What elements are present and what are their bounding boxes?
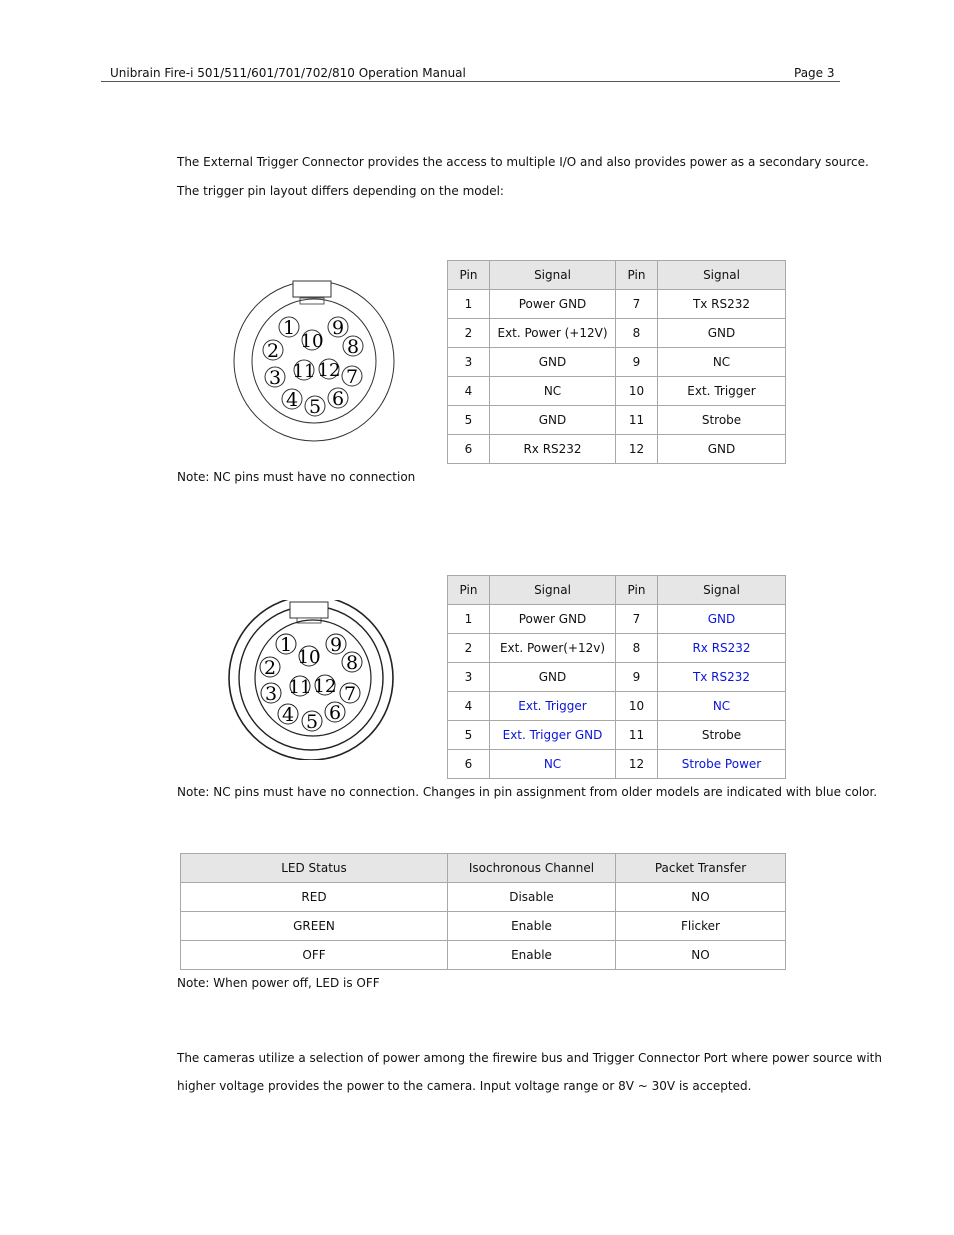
connector-1-pin-9 — [328, 317, 348, 339]
table-cell: 12 — [616, 750, 658, 779]
table-cell: 4 — [448, 692, 490, 721]
svg-text:7: 7 — [343, 683, 357, 705]
table-cell: Tx RS232 — [658, 290, 786, 319]
table-cell: GND — [490, 663, 616, 692]
connector-2-pin-8 — [342, 652, 362, 674]
power-line-2: higher voltage provides the power to the camera. Input voltage range or 8V ~ 30V is accepted. — [177, 1079, 752, 1093]
table-cell: NO — [616, 883, 786, 912]
table-cell: NO — [616, 941, 786, 970]
table-cell: Ext. Power(+12v) — [490, 634, 616, 663]
table-cell: GND — [490, 348, 616, 377]
table-cell: 1 — [448, 290, 490, 319]
table-row — [181, 912, 786, 941]
table-cell: 12 — [616, 435, 658, 464]
led-table-note: Note: When power off, LED is OFF — [177, 976, 380, 990]
table-row — [448, 290, 786, 319]
table-cell-changed: GND — [658, 605, 786, 634]
svg-text:8: 8 — [346, 336, 360, 358]
header-cell: Pin — [616, 576, 658, 605]
connector-2-pin-1 — [276, 634, 296, 656]
connector-1-pin-10 — [301, 330, 324, 352]
table-row — [448, 692, 786, 721]
document-title: Unibrain Fire-i 501/511/601/701/702/810 Operation Manual — [110, 66, 466, 80]
table-cell: NC — [490, 377, 616, 406]
header-cell: Signal — [490, 576, 616, 605]
table-cell: 6 — [448, 435, 490, 464]
pin-table-2-header-row — [448, 576, 786, 605]
connector-2-pin-2 — [260, 657, 280, 679]
connector-1-pin-1 — [279, 317, 299, 339]
svg-text:7: 7 — [345, 366, 359, 388]
table-cell: GND — [658, 319, 786, 348]
connector-2-pin-10 — [298, 646, 321, 668]
table-cell: 2 — [448, 634, 490, 663]
connector-2-pin-5 — [302, 711, 322, 733]
table-cell: NC — [658, 348, 786, 377]
pin-table-1-header-row — [448, 261, 786, 290]
led-status-table — [180, 853, 786, 970]
table-cell: Ext. Power (+12V) — [490, 319, 616, 348]
svg-text:3: 3 — [264, 683, 278, 705]
table-cell: OFF — [181, 941, 448, 970]
svg-text:5: 5 — [305, 711, 319, 733]
table-cell: RED — [181, 883, 448, 912]
table-cell: Enable — [448, 941, 616, 970]
table-row — [448, 663, 786, 692]
table-cell: 10 — [616, 692, 658, 721]
pin-table-2-note: Note: NC pins must have no connection. Changes in pin assignment from older models are indicated with blue color. — [177, 785, 878, 799]
header-cell: Signal — [658, 576, 786, 605]
table-cell-changed: NC — [658, 692, 786, 721]
table-row — [448, 435, 786, 464]
svg-text:1: 1 — [279, 634, 293, 656]
table-cell: Rx RS232 — [490, 435, 616, 464]
connector-2-pin-11 — [289, 676, 312, 698]
svg-text:8: 8 — [345, 652, 359, 674]
table-cell: 6 — [448, 750, 490, 779]
table-cell-changed: Ext. Trigger GND — [490, 721, 616, 750]
page-number: Page 3 — [794, 66, 835, 80]
table-cell: 2 — [448, 319, 490, 348]
table-cell: 8 — [616, 634, 658, 663]
svg-text:2: 2 — [266, 340, 280, 362]
table-cell: 3 — [448, 663, 490, 692]
connector-diagram-2 — [226, 600, 398, 760]
connector-2-pin-12 — [314, 675, 337, 697]
table-row — [448, 406, 786, 435]
table-cell: 9 — [616, 663, 658, 692]
svg-text:10: 10 — [300, 331, 324, 352]
table-cell: Power GND — [490, 605, 616, 634]
svg-text:6: 6 — [328, 702, 342, 724]
svg-text:5: 5 — [308, 396, 322, 418]
svg-text:11: 11 — [288, 677, 312, 698]
connector-1-pin-2 — [263, 340, 283, 362]
table-cell: Strobe — [658, 406, 786, 435]
table-row — [448, 319, 786, 348]
svg-text:4: 4 — [281, 704, 295, 726]
svg-text:3: 3 — [268, 367, 282, 389]
table-cell: 10 — [616, 377, 658, 406]
table-row — [181, 941, 786, 970]
connector-2-pin-9 — [326, 634, 346, 656]
connector-2-pins — [260, 634, 362, 733]
connector-1-pin-11 — [293, 360, 316, 382]
pin-table-2 — [447, 575, 786, 779]
header-cell: LED Status — [181, 854, 448, 883]
table-row — [448, 721, 786, 750]
connector-1-pin-5 — [305, 396, 325, 418]
table-cell: Flicker — [616, 912, 786, 941]
table-cell-changed: Tx RS232 — [658, 663, 786, 692]
connector-1-pin-7 — [342, 366, 362, 388]
connector-1-pin-8 — [343, 336, 363, 358]
connector-2-pin-6 — [325, 702, 345, 724]
table-cell-changed: Strobe Power — [658, 750, 786, 779]
led-table-header-row — [181, 854, 786, 883]
power-line-1: The cameras utilize a selection of power among the firewire bus and Trigger Connector Port where power source with — [177, 1051, 882, 1065]
header-cell: Isochronous Channel — [448, 854, 616, 883]
connector-2-pin-7 — [340, 683, 360, 705]
table-cell: GREEN — [181, 912, 448, 941]
table-cell: 5 — [448, 406, 490, 435]
svg-text:9: 9 — [329, 634, 343, 656]
svg-text:6: 6 — [331, 388, 345, 410]
table-cell: 8 — [616, 319, 658, 348]
table-cell: 4 — [448, 377, 490, 406]
header-cell: Pin — [616, 261, 658, 290]
table-row — [448, 605, 786, 634]
header-rule — [101, 81, 840, 82]
table-cell: 1 — [448, 605, 490, 634]
table-cell: GND — [490, 406, 616, 435]
svg-text:9: 9 — [331, 317, 345, 339]
connector-1-pin-3 — [265, 367, 285, 389]
connector-1-pins — [263, 317, 363, 418]
svg-text:4: 4 — [285, 389, 299, 411]
connector-2-pin-3 — [261, 683, 281, 705]
connector-1-pin-12 — [318, 359, 341, 381]
header-cell: Signal — [658, 261, 786, 290]
svg-text:2: 2 — [263, 657, 277, 679]
svg-text:11: 11 — [292, 361, 316, 382]
table-cell: 11 — [616, 406, 658, 435]
header-cell: Packet Transfer — [616, 854, 786, 883]
table-cell: 11 — [616, 721, 658, 750]
pin-table-1 — [447, 260, 786, 464]
pin-table-1-note: Note: NC pins must have no connection — [177, 470, 416, 484]
connector-diagram-1 — [228, 276, 400, 446]
table-cell-changed: Rx RS232 — [658, 634, 786, 663]
table-row — [448, 348, 786, 377]
table-cell: 7 — [616, 290, 658, 319]
connector-1-pin-4 — [282, 389, 302, 411]
header-cell: Pin — [448, 261, 490, 290]
svg-text:10: 10 — [297, 647, 321, 668]
svg-text:12: 12 — [317, 360, 341, 381]
table-cell: Enable — [448, 912, 616, 941]
table-cell: 5 — [448, 721, 490, 750]
table-cell: GND — [658, 435, 786, 464]
table-cell: Strobe — [658, 721, 786, 750]
connector-2-pin-4 — [278, 704, 298, 726]
header-cell: Pin — [448, 576, 490, 605]
svg-text:12: 12 — [313, 676, 337, 697]
table-cell: Ext. Trigger — [658, 377, 786, 406]
intro-line-2: The trigger pin layout differs depending on the model: — [177, 184, 504, 198]
svg-text:1: 1 — [282, 317, 296, 339]
table-cell: Power GND — [490, 290, 616, 319]
table-cell: 3 — [448, 348, 490, 377]
header-cell: Signal — [490, 261, 616, 290]
table-cell-changed: Ext. Trigger — [490, 692, 616, 721]
table-row — [448, 377, 786, 406]
table-row — [448, 750, 786, 779]
table-cell-changed: NC — [490, 750, 616, 779]
table-row — [448, 634, 786, 663]
connector-1-pin-6 — [328, 388, 348, 410]
table-row — [181, 883, 786, 912]
table-cell: 9 — [616, 348, 658, 377]
intro-line-1: The External Trigger Connector provides the access to multiple I/O and also provides power as a secondary source. — [177, 155, 869, 169]
table-cell: Disable — [448, 883, 616, 912]
table-cell: 7 — [616, 605, 658, 634]
